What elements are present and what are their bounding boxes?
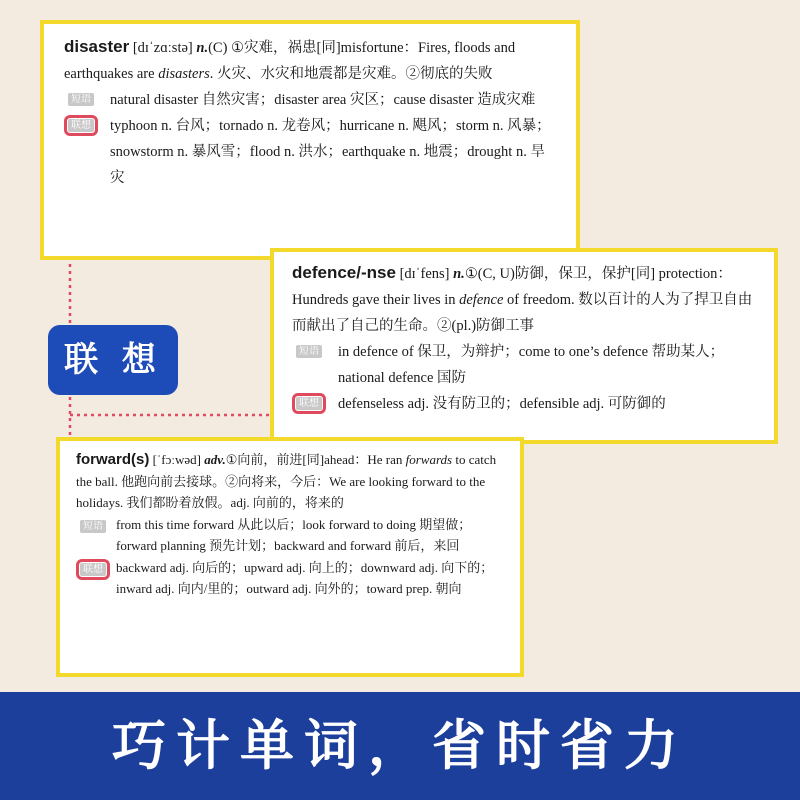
association-row bbox=[76, 557, 504, 600]
phrase-text: from this time forward 从此以后；look forward to doing 期望做；forward planning 预先计划；backward and forward 前后，来回 bbox=[116, 516, 472, 553]
phonetic: [dɪˈzɑːstə] bbox=[132, 40, 193, 56]
entry-definition bbox=[292, 260, 754, 339]
entry-card-defence bbox=[270, 248, 778, 444]
example-keyword: defence bbox=[459, 292, 504, 308]
association-row bbox=[292, 391, 754, 417]
part-of-speech: n. bbox=[196, 40, 209, 56]
phrase-row bbox=[76, 514, 504, 557]
definition-text-cont: . 火灾、水灾和地震都是灾难。②彻底的失败 bbox=[209, 66, 493, 82]
phrase-tag: 短语 bbox=[80, 520, 106, 533]
phrase-tag: 短语 bbox=[68, 93, 94, 106]
definition-text-cont: to catch the ball. 他跑向前去接球。②向将来，今后：We are looking forward to the holidays. 我们都盼着放假。adj. 向前的，将来的 bbox=[76, 452, 497, 510]
association-tag: 联想 bbox=[296, 397, 322, 410]
association-tag: 联想 bbox=[68, 119, 94, 132]
entry-definition bbox=[64, 34, 552, 87]
phrase-row bbox=[64, 87, 552, 113]
phonetic: [dɪˈfens] bbox=[399, 266, 450, 282]
association-tag: 联想 bbox=[80, 563, 106, 576]
slogan-banner: 巧计单词，省时省力 bbox=[0, 692, 800, 800]
part-of-speech: adv. bbox=[204, 452, 226, 467]
part-of-speech: n. bbox=[453, 266, 465, 282]
example-keyword: forwards bbox=[405, 452, 453, 467]
phrase-text: natural disaster 自然灾害；disaster area 灾区；cause disaster 造成灾难 bbox=[110, 92, 536, 108]
definition-text: ①向前，前进[同]ahead：He ran bbox=[225, 452, 406, 467]
definition-text: ①(C, U)防御，保卫，保护[同] protection：Hundreds gave their lives in bbox=[292, 266, 732, 308]
phonetic: [ˈfɔːwəd] bbox=[152, 452, 201, 467]
entry-card-forward bbox=[56, 437, 524, 677]
headword: forward(s) bbox=[76, 451, 150, 468]
headword: defence/-nse bbox=[292, 263, 396, 282]
entry-card-disaster bbox=[40, 20, 580, 260]
example-keyword: disasters bbox=[158, 66, 210, 82]
phrase-text: in defence of 保卫，为辩护；come to one’s defence 帮助某人；national defence 国防 bbox=[338, 344, 725, 386]
headword: disaster bbox=[64, 37, 130, 56]
association-bubble: 联 想 bbox=[48, 325, 178, 395]
entry-definition bbox=[76, 449, 504, 514]
association-row bbox=[64, 113, 552, 191]
phrase-tag: 短语 bbox=[296, 345, 322, 358]
definition-text-cont: of freedom. 数以百计的人为了捍卫自由而献出了自己的生命。②(pl.)防御工事 bbox=[292, 292, 753, 334]
association-text: backward adj. 向后的；upward adj. 向上的；downward adj. 向下的；inward adj. 向内/里的；outward adj. 向外的；toward prep. 朝向 bbox=[116, 559, 494, 596]
association-text: typhoon n. 台风；tornado n. 龙卷风；hurricane n. 飓风；storm n. 风暴；snowstorm n. 暴风雪；flood n. 洪水；earthquake n. 地震；drought n. 旱灾 bbox=[110, 118, 551, 186]
phrase-row bbox=[292, 339, 754, 391]
association-text: defenseless adj. 没有防卫的；defensible adj. 可防御的 bbox=[338, 396, 666, 412]
definition-text: (C) ①灾难，祸患[同]misfortune：Fires, floods and earthquakes are bbox=[64, 40, 516, 82]
